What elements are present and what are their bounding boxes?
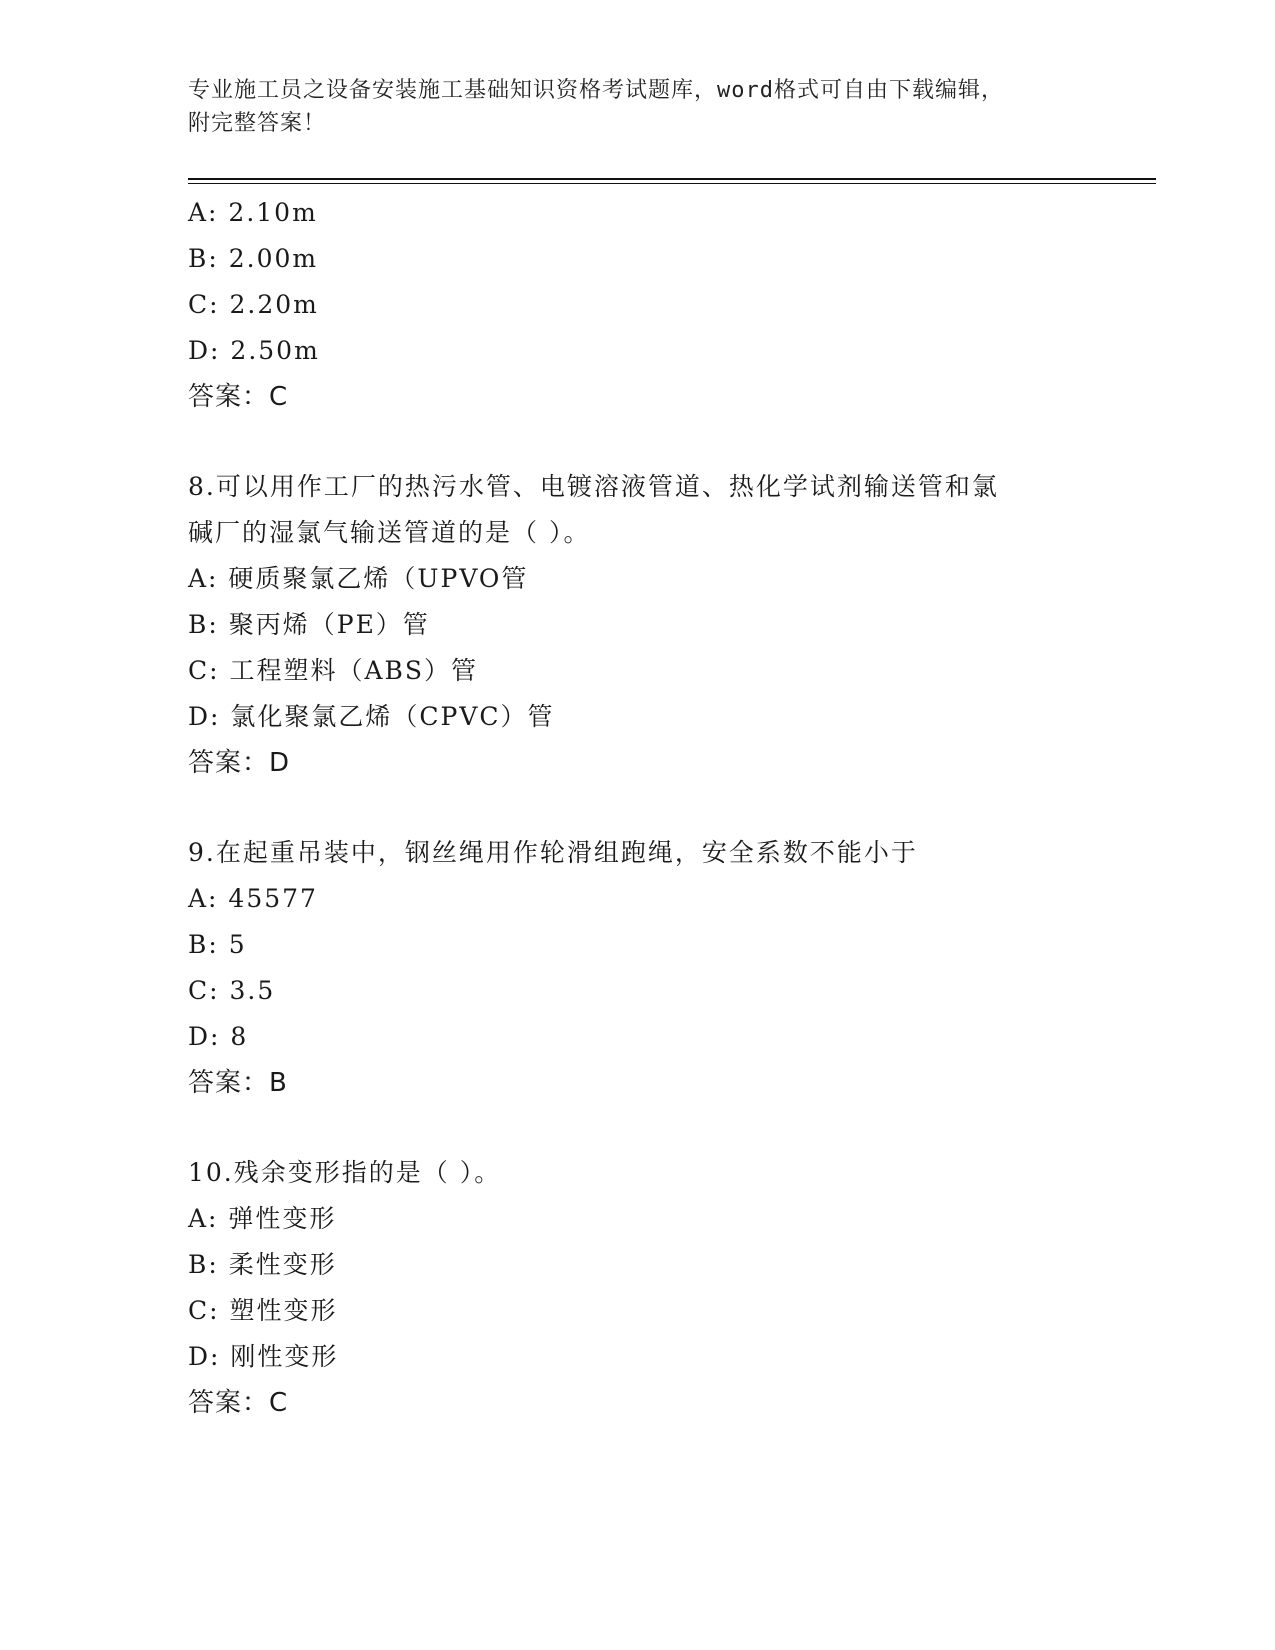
option-d: D: 2.50m [188,336,320,365]
option-d: D: 刚性变形 [188,1342,339,1371]
question-spacer [188,786,1148,830]
question-spacer [188,420,1148,464]
option-d: D: 8 [188,1022,249,1051]
question-list [188,190,1148,1426]
option-c: C: 2.20m [188,290,319,319]
header-divider-thin [188,183,1156,184]
question-stem-line-2: 碱厂的湿氯气输送管道的是（ ）。 [188,518,591,547]
answer-line: 答案：D [188,748,291,778]
question-stem: 9.在起重吊装中，钢丝绳用作轮滑组跑绳，安全系数不能小于 [188,838,918,867]
answer-line: 答案：C [188,382,289,412]
document-header [188,74,1088,140]
option-b: B: 5 [188,930,247,959]
option-a: A: 2.10m [188,198,318,227]
option-c: C: 塑性变形 [188,1296,338,1325]
header-title-line-2: 附完整答案！ [188,111,327,136]
option-c: C: 3.5 [188,976,276,1005]
question-10 [188,1150,1148,1426]
question-8 [188,464,1148,786]
question-7 [188,190,1148,420]
question-spacer [188,1106,1148,1150]
header-title-line-1: 专业施工员之设备安装施工基础知识资格考试题库，word格式可自由下载编辑， [188,78,1004,103]
question-stem-line-1: 8.可以用作工厂的热污水管、电镀溶液管道、热化学试剂输送管和氯 [188,472,999,501]
answer-line: 答案：C [188,1388,289,1418]
option-b: B: 柔性变形 [188,1250,337,1279]
option-b: B: 2.00m [188,244,319,273]
option-b: B: 聚丙烯（PE）管 [188,610,430,639]
option-a: A: 45577 [188,884,318,913]
question-9 [188,830,1148,1106]
option-d: D: 氯化聚氯乙烯（CPVC）管 [188,702,555,731]
option-c: C: 工程塑料（ABS）管 [188,656,479,685]
option-a: A: 硬质聚氯乙烯（UPVO管 [188,564,529,593]
question-stem: 10.残余变形指的是（ ）。 [188,1158,502,1187]
header-divider-thick [188,178,1156,180]
answer-line: 答案：B [188,1068,288,1098]
option-a: A: 弹性变形 [188,1204,337,1233]
